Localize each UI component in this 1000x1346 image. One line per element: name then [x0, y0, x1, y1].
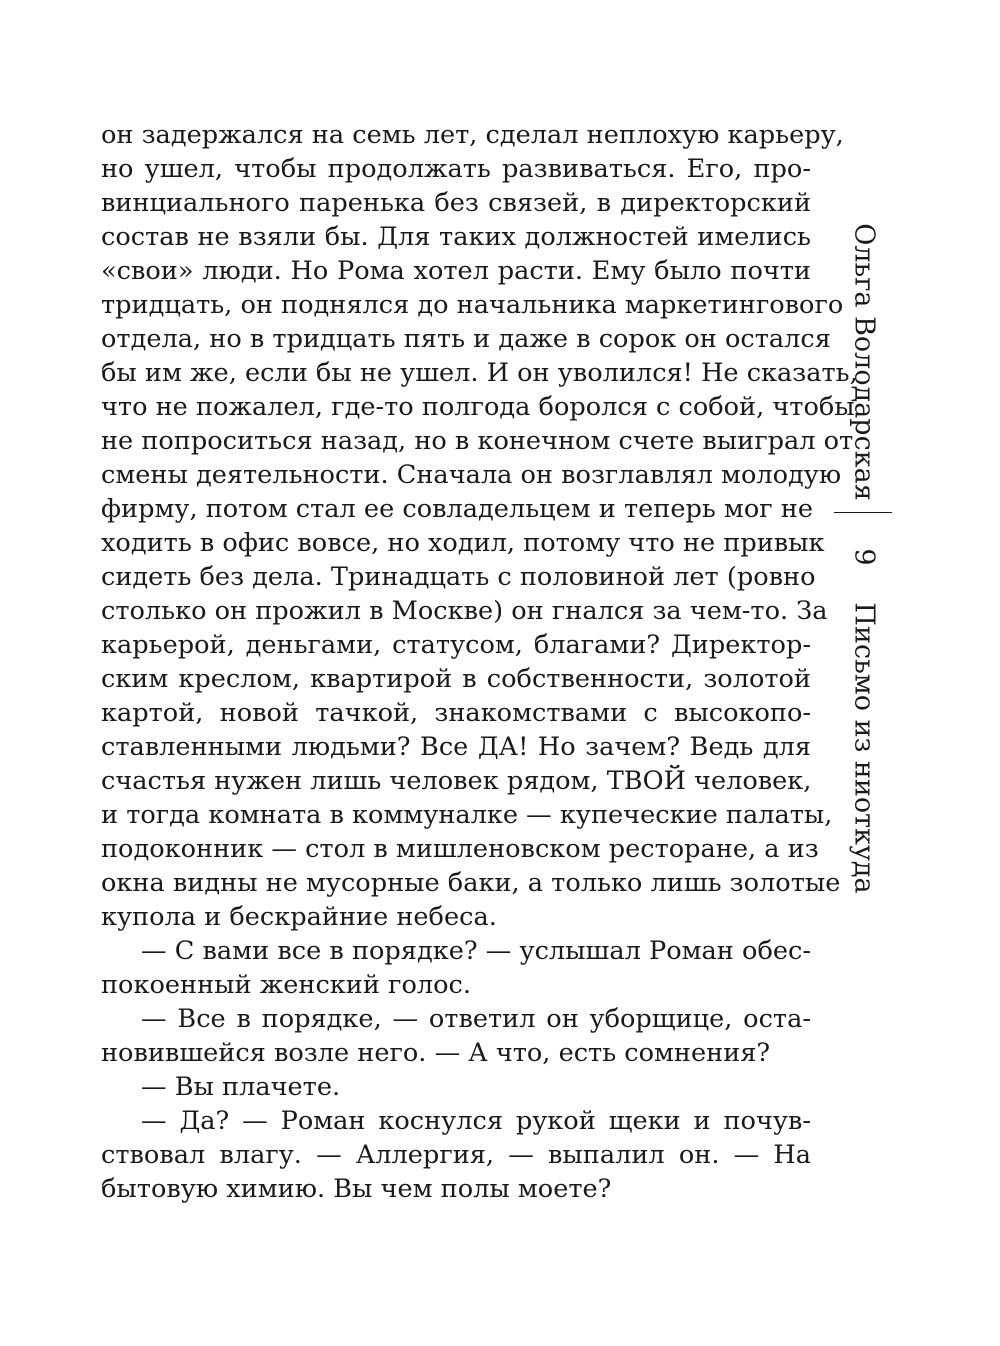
dialogue-line: — Вы плачете. [141, 1072, 341, 1102]
text-line: столько он прожил в Москве) он гнался за чем-то. За [101, 596, 828, 626]
text-line: тридцать, он поднялся до начальника маркетингового [101, 290, 844, 320]
text-line: новившейся возле него. — А что, есть сомнения? [101, 1038, 771, 1068]
running-head-book-title: Письмо из ниоткуда [848, 602, 880, 894]
dialogue-line: — С вами все в порядке? — услышал Роман обес- [141, 936, 811, 966]
text-line: бытовую химию. Вы чем полы моете? [101, 1174, 612, 1204]
dialogue-line: — Да? — Роман коснулся рукой щеки и почув- [141, 1106, 811, 1136]
text-line: купола и бескрайние небеса. [101, 902, 497, 932]
text-line: счастья нужен лишь человек рядом, ТВОЙ человек, [101, 766, 812, 796]
text-line: он задержался на семь лет, сделал неплохую карьеру, [101, 120, 844, 150]
page-number: 9 [848, 548, 880, 566]
text-line: бы им же, если бы не ушел. И он уволился! Не сказать, [101, 358, 858, 388]
text-line: и тогда комната в коммуналке — купеческие палаты, [101, 800, 833, 830]
running-head-author: Ольга Володарская [848, 223, 880, 501]
text-line: ставленными людьми? Все ДА! Но зачем? Ведь для [101, 732, 811, 762]
text-line: картой, новой тачкой, знакомствами с высокопо- [101, 698, 811, 728]
text-line: подоконник — стол в мишленовском ресторане, а из [101, 834, 819, 864]
dialogue-line: — Все в порядке, — ответил он уборщице, оста- [141, 1004, 811, 1034]
text-line: но ушел, чтобы продолжать развиваться. Его, про- [101, 154, 811, 184]
text-line: состав не взяли бы. Для таких должностей имелись [101, 222, 811, 252]
running-head-divider [834, 512, 892, 513]
text-line: смены деятельности. Сначала он возглавлял молодую [101, 460, 842, 490]
text-line: что не пожалел, где-то полгода боролся с собой, чтобы [101, 392, 855, 422]
text-line: «свои» люди. Но Рома хотел расти. Ему было почти [101, 256, 811, 286]
text-line: ходить в офис вовсе, но ходил, потому что не привык [101, 528, 825, 558]
text-line: сидеть без дела. Тринадцать с половиной лет (ровно [101, 562, 816, 592]
text-line: отдела, но в тридцать пять и даже в сорок он остался [101, 324, 831, 354]
text-line: окна видны не мусорные баки, а только лишь золотые [101, 868, 841, 898]
text-line: карьерой, деньгами, статусом, благами? Директор- [101, 630, 811, 660]
text-line: винциального паренька без связей, в директорский [101, 188, 811, 218]
text-line: ствовал влагу. — Аллергия, — выпалил он. — На [101, 1140, 811, 1170]
body-text [101, 118, 858, 1206]
text-line: покоенный женский голос. [101, 970, 471, 1000]
text-line: не попроситься назад, но в конечном счете выиграл от [101, 426, 854, 456]
text-line: ским креслом, квартирой в собственности, золотой [101, 664, 811, 694]
text-line: фирму, потом стал ее совладельцем и теперь мог не [101, 494, 814, 524]
